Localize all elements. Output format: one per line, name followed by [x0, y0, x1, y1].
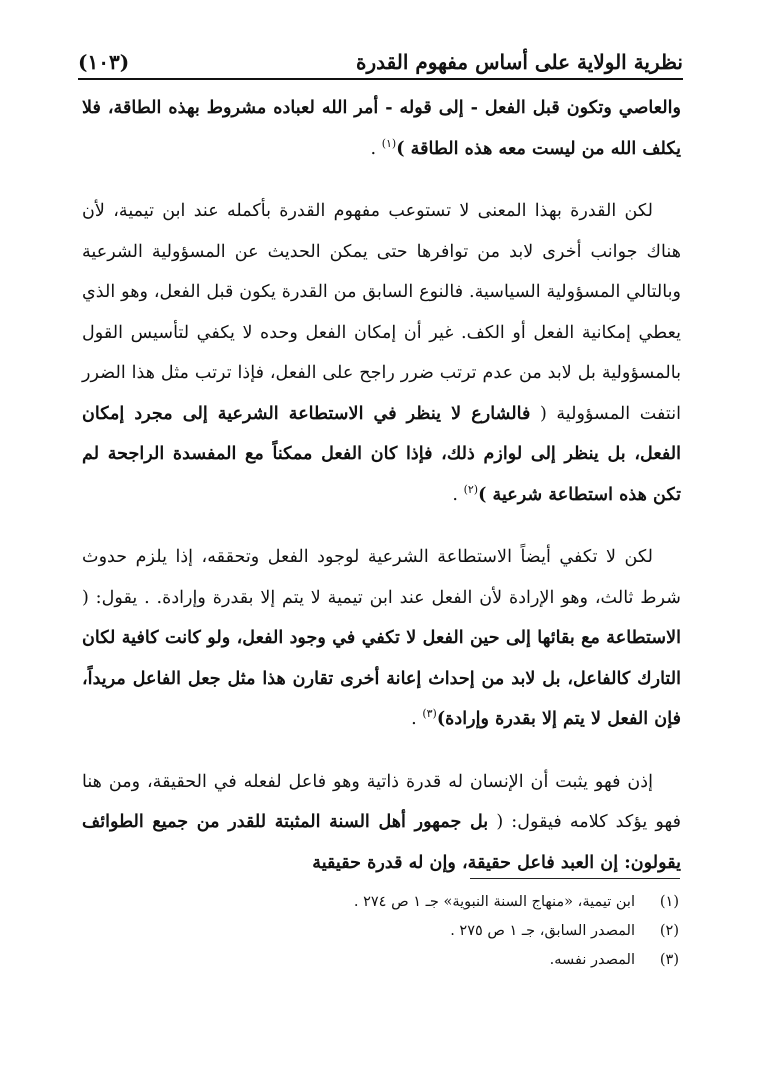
- paragraph-2: [82, 191, 681, 515]
- footnote-text: ابن تيمية، «منهاج السنة النبوية» جـ ١ ص ٢٧٤ .: [353, 894, 635, 910]
- quote-text: والعاصي وتكون قبل الفعل - إلى قوله - أمر الله لعباده مشروط بهذه الطاقة، فلا يكلف الله من ليست معه هذه الطاقة ): [82, 97, 681, 159]
- footnote-text: المصدر نفسه.: [549, 952, 635, 968]
- footnote-item: [79, 946, 679, 975]
- footnote-ref: (٢): [463, 482, 479, 496]
- paragraph-tail: .: [370, 138, 382, 159]
- footnote-separator: [470, 878, 680, 879]
- paragraph-text: لكن القدرة بهذا المعنى لا تستوعب مفهوم القدرة بأكمله عند ابن تيمية، لأن هناك جوانب أخرى لابد من توافرها حتى يمكن الحديث عن المسؤولية الشرعية وبالتالي المسؤولية السياسية. فالنوع السابق من القدرة يكون قبل الفعل، وهو الذي يعطي إمكانية الفعل أو الكف. غير أن إمكان الفعل وحده لا يكفي لتأسيس القول بالمسؤولية بل لابد من عدم ترتب ضرر راجح على الفعل، فإذا ترتب مثل هذا الضرر انتفت المسؤولية (: [82, 201, 681, 424]
- footnote-number: (٢): [659, 923, 679, 939]
- paragraph-text: لكن لا تكفي أيضاً الاستطاعة الشرعية لوجود الفعل وتحققه، إذا يلزم حدوث شرط ثالث، وهو الإرادة لأن الفعل عند ابن تيمية لا يتم إلا بقدرة وإرادة. . يقول: (: [82, 547, 681, 608]
- footnote-number: (١): [659, 894, 679, 910]
- footnote-number: (٣): [659, 952, 679, 968]
- paragraph-4: [82, 762, 681, 884]
- quote-text: بل جمهور أهل السنة المثبتة للقدر من جميع الطوائف يقولون: إن العبد فاعل حقيقة، وإن له قدرة حقيقية: [82, 811, 681, 873]
- quote-text: الاستطاعة مع بقائها إلى حين الفعل لا تكفي في وجود الفعل، ولو كانت كافية لكان التارك كالفاعل، بل لابد من إحداث إعانة أخرى تقارن هذا مثل جعل الفاعل مريداً، فإن الفعل لا يتم إلا بقدرة وإرادة): [82, 627, 681, 729]
- paragraph-3: [82, 537, 681, 740]
- paragraph-tail: .: [411, 709, 423, 729]
- footnote-item: [79, 888, 679, 917]
- quote-text: فالشارع لا ينظر في الاستطاعة الشرعية إلى مجرد إمكان الفعل، بل ينظر إلى لوازم ذلك، فإذا كان الفعل ممكناً مع المفسدة الراجحة لم تكن هذه استطاعة شرعية ): [82, 402, 681, 505]
- footnotes: [79, 888, 679, 975]
- paragraph-text: إذن فهو يثبت أن الإنسان له قدرة ذاتية وهو فاعل لفعله في الحقيقة، ومن هنا فهو يؤكد كلامه فيقول: (: [82, 771, 682, 832]
- header-title: نظرية الولاية على أساس مفهوم القدرة: [355, 50, 683, 74]
- footnote-ref: (٣): [422, 707, 437, 721]
- footnote-item: [79, 917, 679, 946]
- paragraph-1: [82, 88, 681, 169]
- page-number: (١٠٣): [78, 50, 130, 74]
- running-header: [78, 38, 683, 80]
- footnote-ref: (١): [381, 136, 397, 150]
- paragraph-tail: .: [452, 484, 464, 505]
- footnote-text: المصدر السابق، جـ ١ ص ٢٧٥ .: [450, 923, 635, 939]
- body-text: [82, 88, 681, 883]
